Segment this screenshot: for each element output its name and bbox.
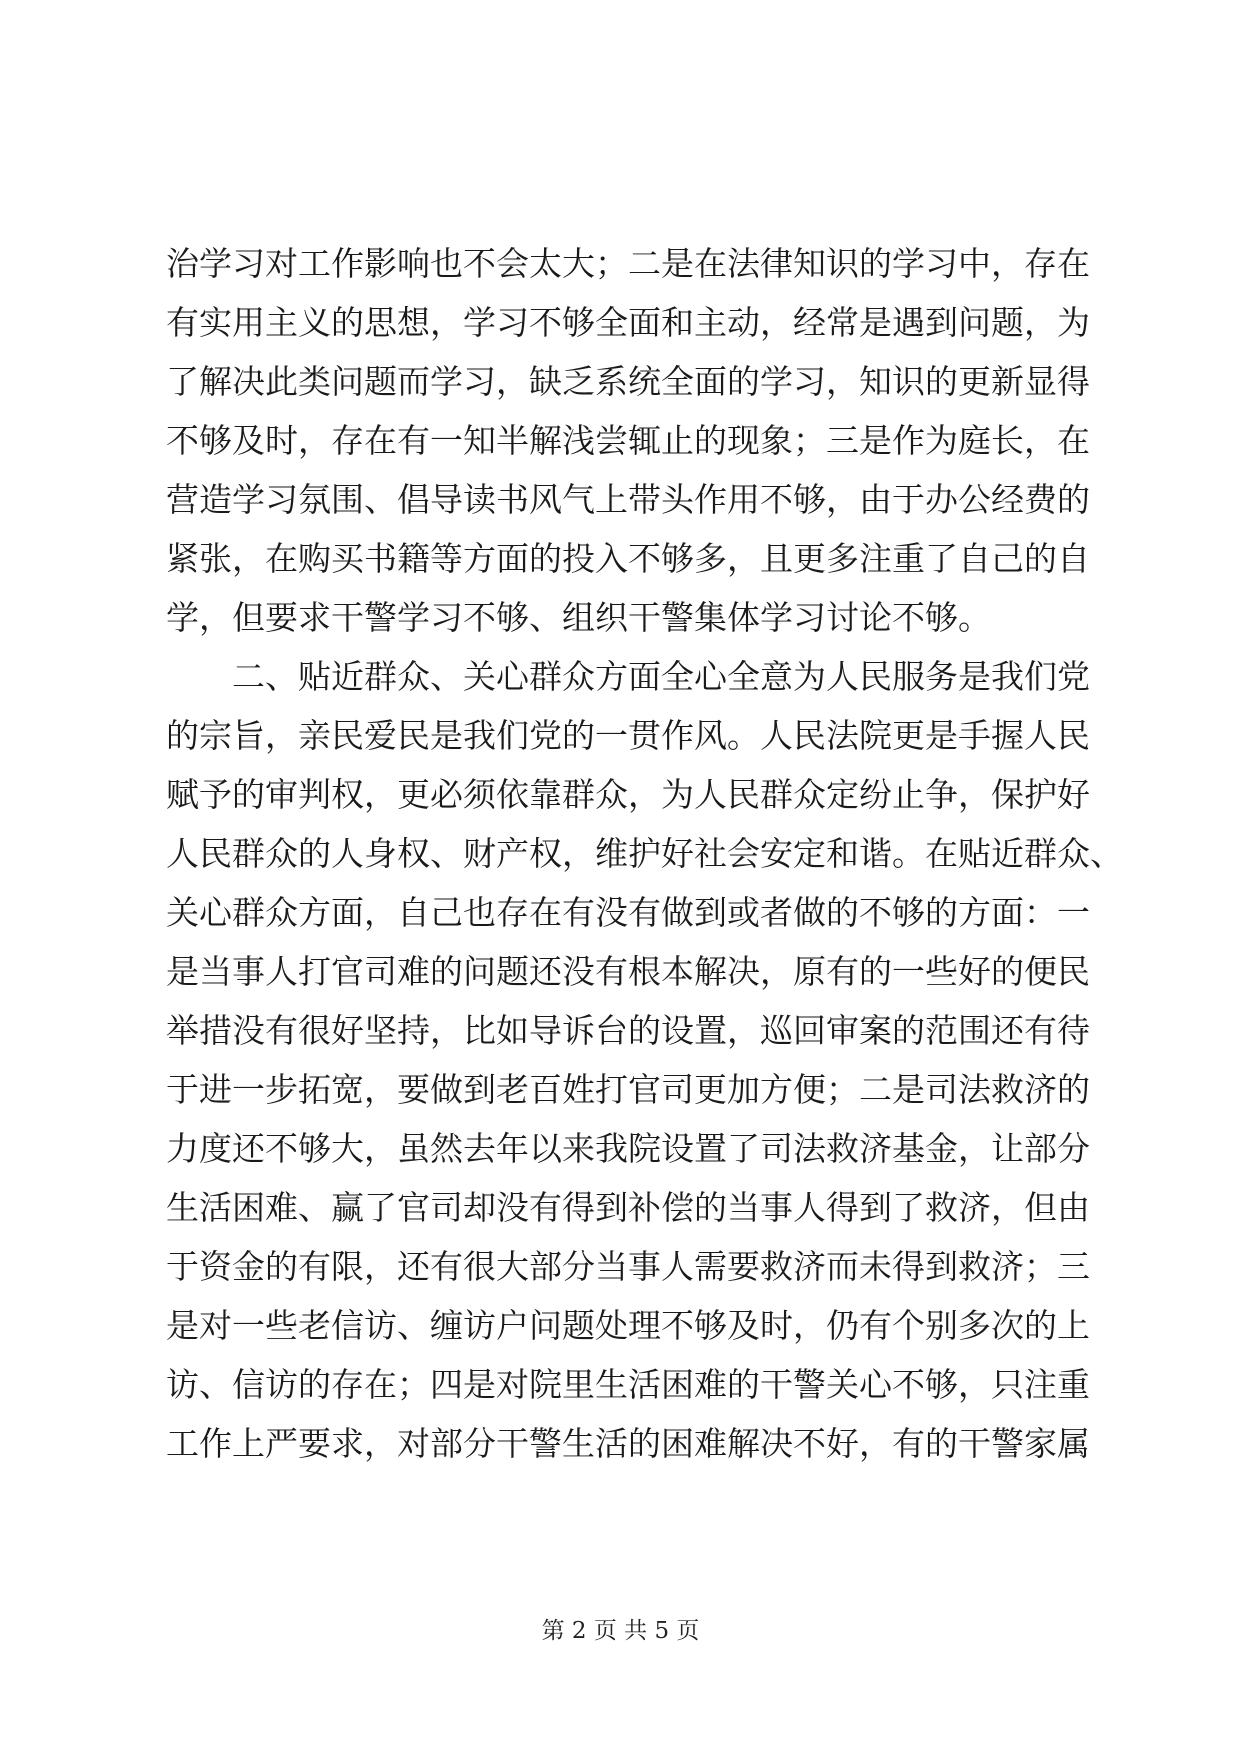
text-line: 人民群众的人身权、财产权，维护好社会安定和谐。在贴近群众、 (166, 834, 1123, 873)
text-line: 举措没有很好坚持，比如导诉台的设置，巡回审案的范围还有待 (166, 1011, 1090, 1050)
text-line: 营造学习氛围、倡导读书风气上带头作用不够，由于办公经费的 (166, 480, 1090, 519)
body-text (166, 234, 1123, 1473)
text-line: 访、信访的存在；四是对院里生活困难的干警关心不够，只注重 (166, 1365, 1090, 1404)
text-line: 关心群众方面，自己也存在有没有做到或者做的不够的方面：一 (166, 893, 1090, 932)
text-line: 生活困难、赢了官司却没有得到补偿的当事人得到了救济，但由 (166, 1188, 1090, 1227)
text-line: 赋予的审判权，更必须依靠群众，为人民群众定纷止争，保护好 (166, 775, 1090, 814)
text-line: 了解决此类问题而学习，缺乏系统全面的学习，知识的更新显得 (166, 362, 1090, 401)
page-number: 第 2 页 共 5 页 (541, 1618, 700, 1644)
text-line: 力度还不够大，虽然去年以来我院设置了司法救济基金，让部分 (166, 1129, 1090, 1168)
text-line: 工作上严要求，对部分干警生活的困难解决不好，有的干警家属 (166, 1424, 1090, 1463)
text-line: 治学习对工作影响也不会太大；二是在法律知识的学习中，存在 (166, 244, 1090, 283)
text-line: 的宗旨，亲民爱民是我们党的一贯作风。人民法院更是手握人民 (166, 716, 1090, 755)
text-line: 有实用主义的思想，学习不够全面和主动，经常是遇到问题，为 (166, 303, 1090, 342)
text-line: 不够及时，存在有一知半解浅尝辄止的现象；三是作为庭长，在 (166, 421, 1090, 460)
paragraph-2 (166, 647, 1123, 1473)
text-line: 是当事人打官司难的问题还没有根本解决，原有的一些好的便民 (166, 952, 1090, 991)
text-line: 是对一些老信访、缠访户问题处理不够及时，仍有个别多次的上 (166, 1306, 1090, 1345)
paragraph-1 (166, 234, 1090, 647)
text-line: 于资金的有限，还有很大部分当事人需要救济而未得到救济；三 (166, 1247, 1090, 1286)
text-line: 紧张，在购买书籍等方面的投入不够多，且更多注重了自己的自 (166, 539, 1090, 578)
text-line: 学，但要求干警学习不够、组织干警集体学习讨论不够。 (166, 598, 991, 637)
text-line: 于进一步拓宽，要做到老百姓打官司更加方便；二是司法救济的 (166, 1070, 1090, 1109)
text-line: 二、贴近群众、关心群众方面全心全意为人民服务是我们党 (232, 657, 1090, 696)
